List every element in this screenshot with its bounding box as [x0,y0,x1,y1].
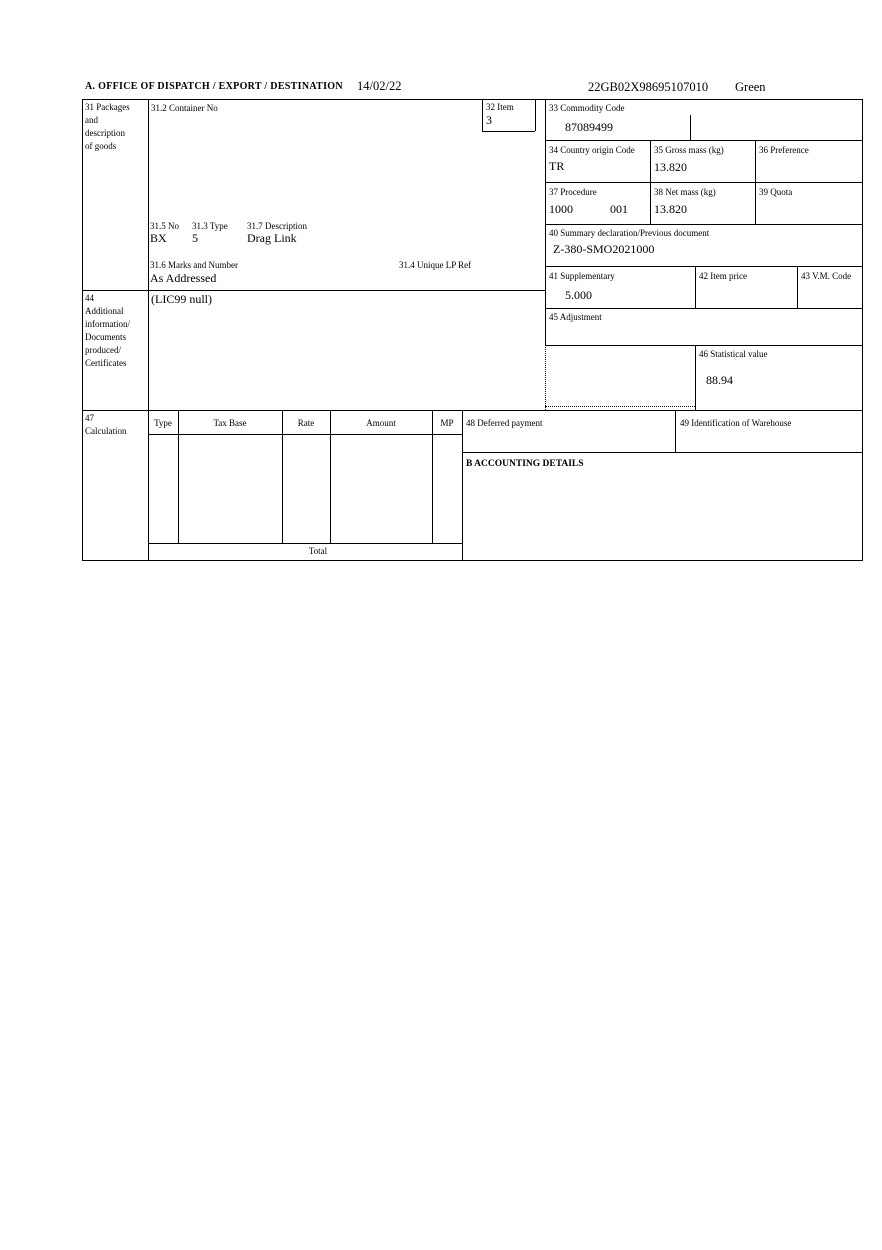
calc-column-amount: Amount [366,418,396,428]
box38-net-mass-value: 13.820 [654,202,687,216]
box40-summary-declaration-value: Z-380-SMO2021000 [553,242,655,256]
box37-procedure-value-sub: 001 [610,202,628,216]
box31-label-line2: and [85,115,98,125]
grid-line-box32-left [482,99,483,131]
box37-procedure-label: 37 Procedure [549,187,597,197]
box31-4-unique-lp-ref-label: 31.4 Unique LP Ref [399,260,472,270]
calc-column-mp: MP [440,418,454,428]
grid-line-calc-col3 [330,410,331,543]
grid-line-box31-bottom [82,290,545,291]
box48-deferred-payment-label: 48 Deferred payment [466,418,543,428]
box49-warehouse-label: 49 Identification of Warehouse [680,418,792,428]
grid-line-box32-right [535,99,536,131]
box46-statistical-value-label: 46 Statistical value [699,349,768,359]
grid-line-center-divider [545,99,546,345]
grid-line-box40-bottom [545,266,862,267]
calc-total-label: Total [308,546,328,556]
box34-country-origin-label: 34 Country origin Code [549,145,635,155]
box35-gross-mass-label: 35 Gross mass (kg) [654,145,724,155]
grid-line-calc-col1 [178,410,179,543]
box31-5-no-value: BX [150,231,167,245]
boxB-accounting-details-label: B ACCOUNTING DETAILS [466,459,584,469]
box44-label-line3: information/ [85,319,130,329]
box31-3-type-label: 31.3 Type [192,221,228,231]
grid-line-right-edge [862,99,863,560]
box31-7-description-value: Drag Link [247,231,297,245]
grid-line-box42-left [695,266,696,308]
box41-supplementary-value: 5.000 [565,288,592,302]
box31-7-description-label: 31.7 Description [247,221,307,231]
box44-label-line4: Documents [85,332,126,342]
box32-item-label: 32 Item [486,102,514,112]
box47-label-line1: 47 [85,413,94,423]
box44-label-line1: 44 [85,293,94,303]
calc-column-rate: Rate [297,418,315,428]
grid-line-box46-left [695,345,696,410]
grid-line-box37-row-bottom [545,224,862,225]
box31-2-container-no-label: 31.2 Container No [151,103,218,113]
grid-line-box43-left [797,266,798,308]
grid-line-box45-bottom [545,345,862,346]
box32-item-value: 3 [486,113,492,127]
box31-5-no-label: 31.5 No [150,221,179,231]
grid-line-box35-left [650,140,651,224]
box31-6-marks-value: As Addressed [150,271,217,285]
box31-label-line4: of goods [85,141,117,151]
box34-country-origin-value: TR [549,159,565,173]
box44-additional-info-value: (LIC99 null) [151,292,212,306]
office-of-dispatch-label: A. OFFICE OF DISPATCH / EXPORT / DESTINATION [85,81,343,92]
box38-net-mass-label: 38 Net mass (kg) [654,187,716,197]
box31-3-type-value: 5 [192,231,198,245]
grid-line-box41-row-bottom [545,308,862,309]
box36-preference-label: 36 Preference [759,145,809,155]
grid-line-box32-bottom [482,131,535,132]
grid-line-left-edge [82,99,83,560]
box47-label-line2: Calculation [85,426,127,436]
box44-label-line6: Certificates [85,358,127,368]
calc-column-tax-base: Tax Base [213,418,247,428]
grid-line-box33-bottom [545,140,862,141]
box39-quota-label: 39 Quota [759,187,793,197]
box35-gross-mass-value: 13.820 [654,160,687,174]
declaration-reference: 22GB02X98695107010 [588,80,709,94]
grid-line-calc-col2 [282,410,283,543]
box31-6-marks-label: 31.6 Marks and Number [150,260,238,270]
grid-line-total-row-top [148,543,462,544]
box44-label-line2: Additional [85,306,124,316]
box37-procedure-value-main: 1000 [549,202,573,216]
box33-commodity-code-value: 87089499 [565,120,613,134]
box33-commodity-code-label: 33 Commodity Code [549,103,625,113]
box44-label-line5: produced/ [85,345,121,355]
grid-line-accounting-top [462,452,862,453]
box41-supplementary-label: 41 Supplementary [549,271,615,281]
calc-column-type: Type [154,418,172,428]
box43-vm-code-label: 43 V.M. Code [801,271,852,281]
grid-line-box34-row-bottom [545,182,862,183]
box31-label-line1: 31 Packages [85,102,130,112]
grid-line-dotted-horizontal [545,406,695,407]
grid-line-label-column [148,99,149,560]
grid-line-calc-col4 [432,410,433,543]
declaration-date: 14/02/22 [357,79,402,93]
grid-line-calc-header-bottom [148,434,462,435]
grid-line-dotted-vertical [545,345,546,410]
grid-line-bottom [82,560,863,561]
grid-line-calc-right [462,410,463,560]
box31-label-line3: description [85,128,125,138]
box40-summary-declaration-label: 40 Summary declaration/Previous document [549,228,710,238]
routing-indicator: Green [735,80,766,94]
grid-line-box49-left [675,410,676,452]
grid-line-box36-left [755,140,756,224]
grid-line-commodity-divider [690,115,691,140]
box46-statistical-value: 88.94 [706,373,733,387]
grid-line-top [82,99,862,100]
box42-item-price-label: 42 Item price [699,271,747,281]
box45-adjustment-label: 45 Adjustment [549,312,602,322]
grid-line-calc-top [82,410,862,411]
